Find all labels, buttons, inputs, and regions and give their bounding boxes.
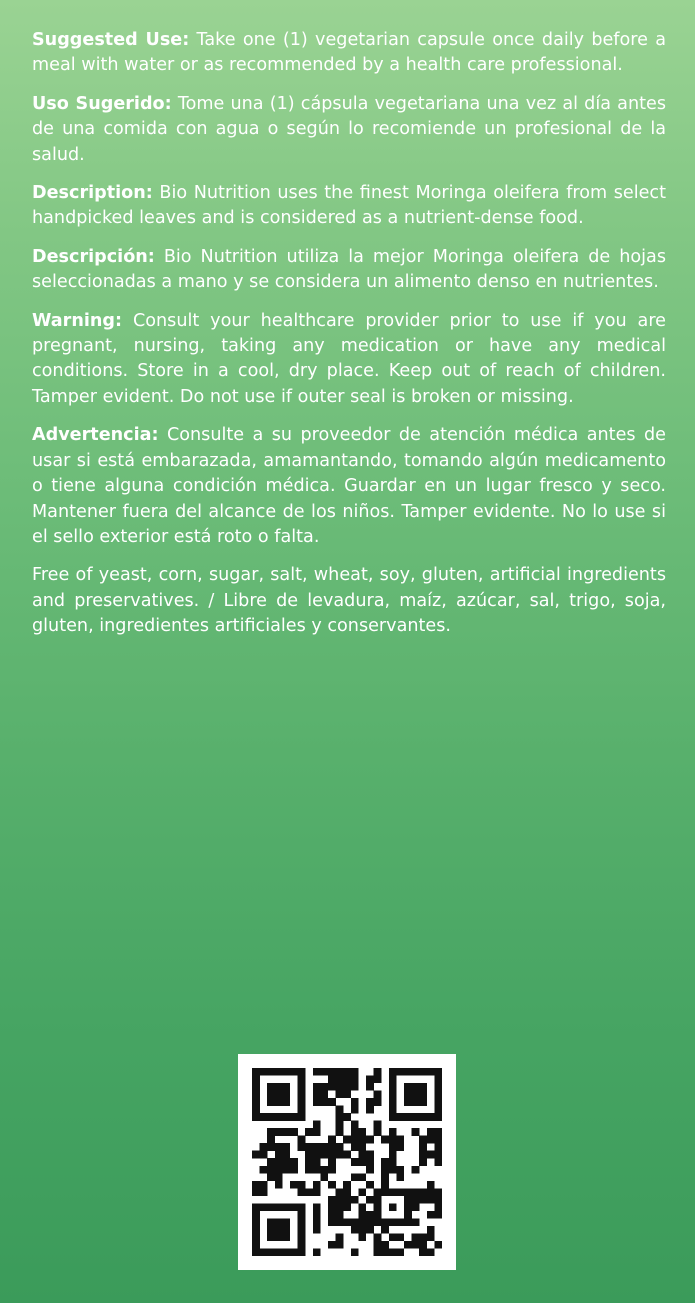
uso-sugerido-label: Uso Sugerido: — [32, 93, 172, 114]
free-of-paragraph: Free of yeast, corn, sugar, salt, wheat, soy, gluten, artificial ingredients and preservatives. / Libre de levadura, maíz, azúcar, sal, trigo, soja, gluten, ingredientes artificiales y conservantes. — [32, 565, 666, 637]
description-text: Bio Nutrition uses the finest Moringa oleifera from select handpicked leaves and is considered as a nutrient-dense food. — [32, 183, 666, 229]
suggested-use-label: Suggested Use: — [32, 30, 190, 50]
uso-sugerido-paragraph — [32, 92, 666, 168]
suggested-use-text: Take one (1) vegetarian capsule once daily before a meal with water or as recommended by a health care professional. — [32, 30, 666, 76]
advertencia-label: Advertencia: — [32, 425, 159, 446]
uso-sugerido-text: Tome una (1) cápsula vegetariana una vez al día antes de una comida con agua o según lo recomiende un profesional de la salud. — [32, 93, 666, 165]
description-paragraph — [32, 181, 666, 232]
suggested-use-paragraph — [32, 28, 666, 79]
advertencia-paragraph — [32, 423, 666, 550]
warning-paragraph — [32, 309, 666, 411]
warning-label: Warning: — [32, 310, 123, 331]
advertencia-text: Consulte a su proveedor de atención médica antes de usar si está embarazada, amamantando, tomando algún medicamento o tiene alguna condición médica. Guardar en un lugar fresco y seco. Mantener fuera del alcance de los niños. Tamper evidente. No lo use si el sello exterior está roto o falta. — [32, 425, 666, 547]
descripcion-text: Bio Nutrition utiliza la mejor Moringa oleifera de hojas seleccionadas a mano y se considera un alimento denso en nutrientes. — [32, 246, 666, 293]
descripcion-paragraph — [32, 245, 666, 296]
description-label: Description: — [32, 183, 153, 204]
qr-code[interactable] — [238, 1054, 456, 1270]
descripcion-label: Descripción: — [32, 246, 155, 267]
qr-code-icon — [252, 1068, 442, 1256]
warning-text: Consult your healthcare provider prior to use if you are pregnant, nursing, taking any medication or have any medical conditions. Store in a cool, dry place. Keep out of reach of children. Tamper evident. Do not use if outer seal is broken or missing. — [32, 310, 666, 407]
label-text-panel — [32, 28, 666, 653]
